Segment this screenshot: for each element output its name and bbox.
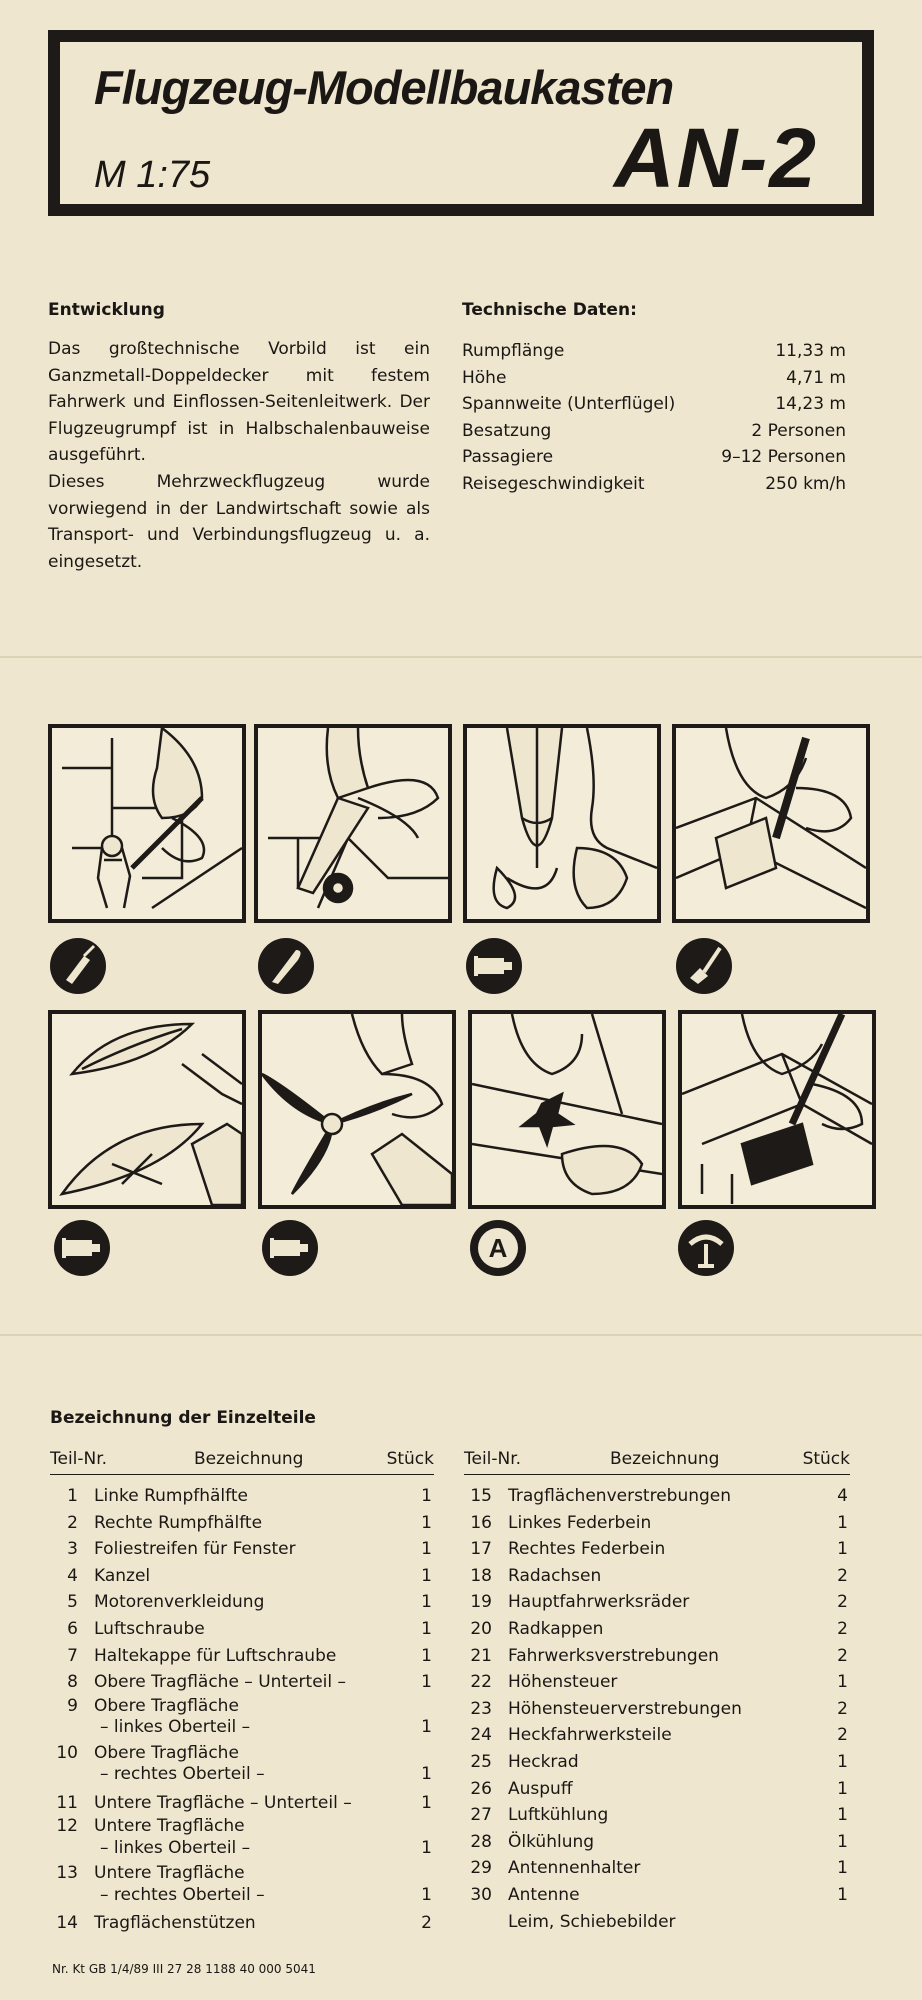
part-number: 14 [56, 1913, 78, 1934]
step-panel-apply-decal [468, 1010, 666, 1209]
part-name-line: Untere Tragfläche [94, 1863, 245, 1884]
parts-table-left [50, 1444, 434, 1937]
table-row [50, 1616, 434, 1643]
part-name [94, 1669, 384, 1696]
part-name [508, 1882, 798, 1909]
part-name [94, 1863, 384, 1906]
article-code: Nr. Kt GB 1/4/89 III 27 28 1188 40 000 5041 [52, 1962, 316, 1976]
part-name [508, 1669, 798, 1696]
part-quantity: 2 [837, 1565, 848, 1586]
spec-label: Rumpflänge [462, 341, 565, 361]
part-name-line: Antenne [508, 1884, 580, 1905]
part-name [508, 1909, 798, 1936]
part-quantity: 2 [837, 1698, 848, 1719]
part-name-line: Rechte Rumpfhälfte [94, 1512, 263, 1533]
glue-tube-icon [466, 938, 522, 994]
table-row [50, 1743, 434, 1790]
development-paragraph: Das großtechnische Vorbild ist ein Ganzmetall-Doppeldecker mit festem Fahrwerk und Einflossen-Seitenleitwerk. Der Flugzeugrumpf ist in Halbschalenbauweise ausgeführt. [48, 339, 430, 466]
part-number: 27 [470, 1805, 492, 1826]
part-number: 25 [470, 1751, 492, 1772]
part-name [94, 1643, 384, 1670]
table-row [464, 1616, 850, 1643]
table-row [464, 1696, 850, 1723]
part-name [94, 1743, 384, 1786]
part-quantity: 1 [837, 1884, 848, 1905]
part-number: 28 [470, 1831, 492, 1852]
spec-label: Reisegeschwindigkeit [462, 473, 645, 494]
part-number: 5 [67, 1592, 78, 1613]
spec-value: 14,23 m [775, 394, 846, 415]
table-row [464, 1483, 850, 1510]
part-quantity: 1 [837, 1831, 848, 1852]
part-quantity: 1 [837, 1858, 848, 1879]
part-name [94, 1696, 384, 1739]
part-name [94, 1483, 384, 1510]
spec-row [462, 365, 846, 392]
part-quantity: 1 [421, 1837, 432, 1858]
part-name-line: Linkes Federbein [508, 1512, 652, 1533]
part-name [508, 1510, 798, 1537]
part-number: 23 [470, 1698, 492, 1719]
step-panel-glue-propeller [258, 1010, 456, 1209]
part-number: 2 [67, 1512, 78, 1533]
part-name-line: Obere Tragfläche – Unterteil – [94, 1672, 347, 1693]
part-name-line: Leim, Schiebebilder [508, 1911, 676, 1932]
part-name-line: Tragflächenstützen [94, 1913, 256, 1934]
drying-stand-icon [678, 1220, 734, 1276]
spec-row [462, 418, 846, 445]
part-name [94, 1616, 384, 1643]
part-number: 22 [470, 1672, 492, 1693]
part-quantity: 1 [421, 1764, 432, 1785]
table-row [464, 1749, 850, 1776]
parts-rows-left [50, 1475, 434, 1937]
parts-rows-right [464, 1475, 850, 1935]
part-name [508, 1536, 798, 1563]
part-quantity: 4 [837, 1486, 848, 1506]
table-row [464, 1563, 850, 1590]
part-number: 21 [470, 1645, 492, 1666]
part-name-line: Ölkühlung [508, 1831, 595, 1852]
spec-value: 250 km/h [765, 473, 846, 494]
part-name-line: Obere Tragfläche [94, 1695, 239, 1716]
table-row [50, 1816, 434, 1863]
part-number: 13 [56, 1863, 78, 1884]
parts-table-header [464, 1444, 850, 1475]
part-name-line: Kanzel [94, 1565, 151, 1586]
part-name [94, 1790, 384, 1817]
part-name [508, 1776, 798, 1803]
part-name [508, 1483, 798, 1510]
part-name [94, 1536, 384, 1563]
spec-value: 2 Personen [751, 420, 846, 441]
col-header-nr: Teil-Nr. [50, 1449, 108, 1469]
part-quantity: 1 [837, 1751, 848, 1772]
part-name-line: Motorenverkleidung [94, 1592, 265, 1613]
part-quantity: 1 [837, 1805, 848, 1826]
spec-value: 4,71 m [786, 367, 846, 388]
col-header-nr: Teil-Nr. [464, 1449, 522, 1469]
part-number: 10 [56, 1742, 78, 1763]
kit-scale: M 1:75 [94, 154, 211, 196]
part-name-line: Höhensteuerverstrebungen [508, 1698, 742, 1719]
part-name-line: Luftschraube [94, 1618, 205, 1639]
table-row [50, 1910, 434, 1937]
file-tool-icon [676, 938, 732, 994]
spec-label: Besatzung [462, 420, 552, 441]
table-row [464, 1589, 850, 1616]
part-quantity: 1 [421, 1512, 432, 1533]
part-name [508, 1829, 798, 1856]
part-quantity: 2 [421, 1913, 432, 1934]
part-number: 4 [67, 1565, 78, 1586]
step-panel-paint-figure [48, 724, 246, 923]
table-row [464, 1776, 850, 1803]
part-number: 18 [470, 1565, 492, 1586]
knife-icon [258, 938, 314, 994]
part-quantity: 1 [421, 1592, 432, 1613]
part-name-line: Foliestreifen für Fenster [94, 1539, 296, 1560]
part-number: 12 [56, 1816, 78, 1837]
part-name-line: Obere Tragfläche [94, 1742, 239, 1763]
part-name-line: Rechtes Federbein [508, 1539, 666, 1560]
part-number: 9 [67, 1695, 78, 1716]
tech-heading: Technische Daten: [462, 300, 637, 320]
header-box [48, 30, 874, 216]
part-number: 24 [470, 1725, 492, 1746]
part-name [508, 1643, 798, 1670]
part-name [508, 1616, 798, 1643]
table-row [464, 1909, 850, 1936]
part-name [94, 1816, 384, 1859]
part-name [94, 1589, 384, 1616]
development-text [48, 336, 430, 575]
part-name-line: Haltekappe für Luftschraube [94, 1645, 337, 1666]
part-quantity: 1 [421, 1672, 432, 1693]
part-number: 20 [470, 1618, 492, 1639]
part-quantity: 2 [837, 1592, 848, 1613]
spec-row [462, 444, 846, 471]
part-quantity: 1 [837, 1539, 848, 1560]
kit-model: AN-2 [613, 111, 818, 205]
table-row [464, 1855, 850, 1882]
part-name-line: – linkes Oberteil – [100, 1717, 251, 1738]
part-name [508, 1722, 798, 1749]
part-number: 11 [56, 1792, 78, 1813]
part-name-line: Radkappen [508, 1618, 604, 1639]
kit-title: Flugzeug-Modellbaukasten [94, 61, 674, 114]
part-name-line: Heckrad [508, 1751, 579, 1772]
part-quantity: 2 [837, 1725, 848, 1746]
part-quantity: 1 [421, 1618, 432, 1639]
table-row [50, 1536, 434, 1563]
col-header-name: Bezeichnung [194, 1449, 304, 1469]
part-name-line: Fahrwerksverstrebungen [508, 1645, 719, 1666]
fold-line [0, 1334, 922, 1336]
table-row [50, 1589, 434, 1616]
part-quantity: 1 [837, 1512, 848, 1533]
decal-letter: A [488, 1233, 508, 1263]
glue-tube-icon [54, 1220, 110, 1276]
part-name-line: Hauptfahrwerksräder [508, 1592, 690, 1613]
part-number: 15 [470, 1486, 492, 1506]
table-row [464, 1510, 850, 1537]
table-row [464, 1536, 850, 1563]
part-name-line: Untere Tragfläche [94, 1816, 245, 1837]
part-quantity: 1 [421, 1792, 432, 1813]
part-name-line: Linke Rumpfhälfte [94, 1486, 248, 1506]
table-row [464, 1669, 850, 1696]
parts-table-right [464, 1444, 850, 1935]
table-row [464, 1643, 850, 1670]
step-panel-cut-part [254, 724, 452, 923]
part-number: 26 [470, 1778, 492, 1799]
table-row [464, 1882, 850, 1909]
table-row [50, 1483, 434, 1510]
decal-a-icon [470, 1220, 526, 1276]
part-quantity: 1 [421, 1486, 432, 1506]
step-panel-glue-fuselage [463, 724, 661, 923]
step-panel-glue-wings [48, 1010, 246, 1209]
part-name [94, 1910, 384, 1937]
table-row [464, 1802, 850, 1829]
col-header-qty: Stück [802, 1449, 850, 1469]
part-quantity: 2 [837, 1645, 848, 1666]
part-number: 19 [470, 1592, 492, 1613]
part-name-line: Höhensteuer [508, 1672, 618, 1693]
part-name-line: Antennenhalter [508, 1858, 641, 1879]
part-name-line: – rechtes Oberteil – [100, 1764, 265, 1785]
spec-value: 11,33 m [775, 341, 846, 361]
part-number: 30 [470, 1884, 492, 1905]
part-name-line: – rechtes Oberteil – [100, 1884, 265, 1905]
part-name-line: Auspuff [508, 1778, 573, 1799]
part-name [508, 1696, 798, 1723]
part-quantity: 1 [421, 1539, 432, 1560]
table-row [50, 1643, 434, 1670]
part-name [94, 1563, 384, 1590]
parts-heading: Bezeichnung der Einzelteile [50, 1408, 316, 1428]
table-row [50, 1790, 434, 1817]
part-name [508, 1802, 798, 1829]
part-name-line: Radachsen [508, 1565, 602, 1586]
table-row [464, 1722, 850, 1749]
part-number: 8 [67, 1672, 78, 1693]
table-row [50, 1863, 434, 1910]
part-name [508, 1563, 798, 1590]
glue-tube-icon [262, 1220, 318, 1276]
spec-label: Spannweite (Unterflügel) [462, 394, 676, 415]
spec-row [462, 391, 846, 418]
part-number: 7 [67, 1645, 78, 1666]
part-quantity: 1 [837, 1672, 848, 1693]
part-name [94, 1510, 384, 1537]
part-name-line: Luftkühlung [508, 1805, 609, 1826]
part-number: 29 [470, 1858, 492, 1879]
part-quantity: 1 [421, 1565, 432, 1586]
table-row [50, 1510, 434, 1537]
development-heading: Entwicklung [48, 300, 165, 320]
part-quantity: 1 [421, 1645, 432, 1666]
step-panel-assemble-gear [678, 1010, 876, 1209]
part-name-line: Untere Tragfläche – Unterteil – [94, 1792, 352, 1813]
fold-line [0, 656, 922, 658]
table-row [50, 1563, 434, 1590]
part-name [508, 1749, 798, 1776]
tech-spec-list [462, 338, 846, 498]
part-number: 3 [67, 1539, 78, 1560]
part-number: 17 [470, 1539, 492, 1560]
part-number: 16 [470, 1512, 492, 1533]
parts-table-header [50, 1444, 434, 1475]
col-header-qty: Stück [386, 1449, 434, 1469]
part-name [508, 1855, 798, 1882]
part-quantity: 1 [421, 1884, 432, 1905]
col-header-name: Bezeichnung [610, 1449, 720, 1469]
table-row [464, 1829, 850, 1856]
spec-row [462, 471, 846, 498]
part-name-line: Heckfahrwerksteile [508, 1725, 672, 1746]
part-name [508, 1589, 798, 1616]
part-number: 6 [67, 1618, 78, 1639]
part-number: 1 [67, 1486, 78, 1506]
part-name-line: Tragflächenverstrebungen [508, 1486, 732, 1506]
development-paragraph: Dieses Mehrzweckflugzeug wurde vorwiegend in der Landwirtschaft sowie als Transport- und Verbindungsflugzeug u. a. eingesetzt. [48, 471, 430, 572]
spec-label: Passagiere [462, 447, 554, 468]
table-row [50, 1696, 434, 1743]
step-panel-sand-part [672, 724, 870, 923]
spec-value: 9–12 Personen [721, 447, 846, 468]
part-quantity: 1 [837, 1778, 848, 1799]
table-row [50, 1669, 434, 1696]
part-name-line: – linkes Oberteil – [100, 1837, 251, 1858]
spec-row [462, 338, 846, 365]
spec-label: Höhe [462, 367, 507, 388]
paint-brush-icon [50, 938, 106, 994]
part-quantity: 2 [837, 1618, 848, 1639]
part-quantity: 1 [421, 1717, 432, 1738]
